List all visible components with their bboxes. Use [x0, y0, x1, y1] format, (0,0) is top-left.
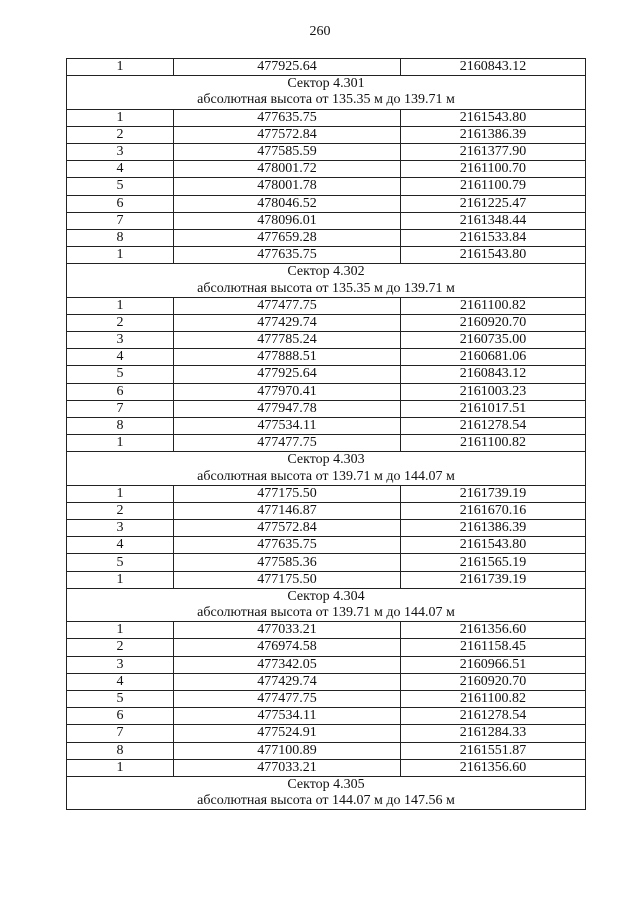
- x-coordinate-cell: 477524.91: [174, 725, 401, 742]
- x-coordinate-cell: 477659.28: [174, 229, 401, 246]
- sector-height-row: [67, 793, 586, 810]
- y-coordinate-cell: 2161386.39: [401, 126, 586, 143]
- sector-title: Сектор 4.304: [67, 588, 586, 605]
- coordinate-row: [67, 435, 586, 452]
- sector-title-row: [67, 776, 586, 793]
- point-number-cell: 6: [67, 195, 174, 212]
- x-coordinate-cell: 477534.11: [174, 417, 401, 434]
- y-coordinate-cell: 2161003.23: [401, 383, 586, 400]
- point-number-cell: 1: [67, 759, 174, 776]
- y-coordinate-cell: 2160735.00: [401, 332, 586, 349]
- sector-title-row: [67, 76, 586, 93]
- point-number-cell: 6: [67, 708, 174, 725]
- coordinate-row: [67, 314, 586, 331]
- x-coordinate-cell: 477585.59: [174, 143, 401, 160]
- coordinate-row: [67, 725, 586, 742]
- coordinates-table: [66, 58, 586, 810]
- point-number-cell: 5: [67, 690, 174, 707]
- y-coordinate-cell: 2161565.19: [401, 554, 586, 571]
- x-coordinate-cell: 477970.41: [174, 383, 401, 400]
- y-coordinate-cell: 2161356.60: [401, 759, 586, 776]
- coordinate-row: [67, 178, 586, 195]
- x-coordinate-cell: 477888.51: [174, 349, 401, 366]
- coordinate-row: [67, 212, 586, 229]
- sector-title: Сектор 4.301: [67, 76, 586, 93]
- point-number-cell: 1: [67, 247, 174, 264]
- sector-height: абсолютная высота от 144.07 м до 147.56 м: [67, 793, 586, 810]
- x-coordinate-cell: 478096.01: [174, 212, 401, 229]
- coordinate-row: [67, 332, 586, 349]
- point-number-cell: 1: [67, 59, 174, 76]
- point-number-cell: 3: [67, 520, 174, 537]
- y-coordinate-cell: 2161284.33: [401, 725, 586, 742]
- point-number-cell: 4: [67, 537, 174, 554]
- coordinate-row: [67, 229, 586, 246]
- point-number-cell: 3: [67, 143, 174, 160]
- coordinate-row: [67, 520, 586, 537]
- y-coordinate-cell: 2161225.47: [401, 195, 586, 212]
- y-coordinate-cell: 2161356.60: [401, 622, 586, 639]
- x-coordinate-cell: 477925.64: [174, 366, 401, 383]
- y-coordinate-cell: 2161739.19: [401, 485, 586, 502]
- y-coordinate-cell: 2161533.84: [401, 229, 586, 246]
- y-coordinate-cell: 2161100.82: [401, 690, 586, 707]
- point-number-cell: 8: [67, 229, 174, 246]
- x-coordinate-cell: 477572.84: [174, 126, 401, 143]
- point-number-cell: 7: [67, 725, 174, 742]
- x-coordinate-cell: 477175.50: [174, 571, 401, 588]
- coordinate-row: [67, 554, 586, 571]
- y-coordinate-cell: 2161278.54: [401, 708, 586, 725]
- page-number: 260: [309, 24, 331, 39]
- coordinate-row: [67, 639, 586, 656]
- x-coordinate-cell: 477175.50: [174, 485, 401, 502]
- point-number-cell: 8: [67, 742, 174, 759]
- sector-height-row: [67, 605, 586, 622]
- point-number-cell: 1: [67, 485, 174, 502]
- y-coordinate-cell: 2161543.80: [401, 537, 586, 554]
- coordinate-row: [67, 759, 586, 776]
- x-coordinate-cell: 477785.24: [174, 332, 401, 349]
- point-number-cell: 4: [67, 161, 174, 178]
- coordinate-row: [67, 349, 586, 366]
- point-number-cell: 3: [67, 656, 174, 673]
- coordinate-row: [67, 126, 586, 143]
- coordinate-row: [67, 400, 586, 417]
- x-coordinate-cell: 477477.75: [174, 297, 401, 314]
- coordinate-row: [67, 742, 586, 759]
- x-coordinate-cell: 478046.52: [174, 195, 401, 212]
- y-coordinate-cell: 2161386.39: [401, 520, 586, 537]
- y-coordinate-cell: 2161100.82: [401, 435, 586, 452]
- point-number-cell: 3: [67, 332, 174, 349]
- point-number-cell: 5: [67, 366, 174, 383]
- point-number-cell: 1: [67, 109, 174, 126]
- sector-height: абсолютная высота от 139.71 м до 144.07 м: [67, 605, 586, 622]
- y-coordinate-cell: 2160920.70: [401, 673, 586, 690]
- coordinate-row: [67, 143, 586, 160]
- sector-height: абсолютная высота от 139.71 м до 144.07 м: [67, 469, 586, 486]
- x-coordinate-cell: 477947.78: [174, 400, 401, 417]
- sector-height-row: [67, 280, 586, 297]
- sector-title-row: [67, 588, 586, 605]
- sector-title-row: [67, 264, 586, 281]
- coordinate-row: [67, 708, 586, 725]
- x-coordinate-cell: 477534.11: [174, 708, 401, 725]
- point-number-cell: 1: [67, 435, 174, 452]
- x-coordinate-cell: 477429.74: [174, 314, 401, 331]
- coordinate-row: [67, 571, 586, 588]
- point-number-cell: 4: [67, 673, 174, 690]
- sector-height-row: [67, 92, 586, 109]
- coordinate-row: [67, 622, 586, 639]
- point-number-cell: 7: [67, 212, 174, 229]
- y-coordinate-cell: 2161543.80: [401, 247, 586, 264]
- coordinate-row: [67, 109, 586, 126]
- x-coordinate-cell: 477429.74: [174, 673, 401, 690]
- x-coordinate-cell: 477033.21: [174, 759, 401, 776]
- y-coordinate-cell: 2160681.06: [401, 349, 586, 366]
- y-coordinate-cell: 2160920.70: [401, 314, 586, 331]
- point-number-cell: 1: [67, 571, 174, 588]
- coordinate-row: [67, 656, 586, 673]
- sector-title: Сектор 4.305: [67, 776, 586, 793]
- sector-title: Сектор 4.303: [67, 452, 586, 469]
- point-number-cell: 2: [67, 502, 174, 519]
- coordinate-row: [67, 690, 586, 707]
- coordinate-row: [67, 297, 586, 314]
- sector-title-row: [67, 452, 586, 469]
- x-coordinate-cell: 477477.75: [174, 435, 401, 452]
- y-coordinate-cell: 2161551.87: [401, 742, 586, 759]
- point-number-cell: 7: [67, 400, 174, 417]
- coordinate-row: [67, 417, 586, 434]
- x-coordinate-cell: 478001.72: [174, 161, 401, 178]
- x-coordinate-cell: 477635.75: [174, 247, 401, 264]
- y-coordinate-cell: 2160843.12: [401, 366, 586, 383]
- y-coordinate-cell: 2161017.51: [401, 400, 586, 417]
- point-number-cell: 2: [67, 639, 174, 656]
- coordinate-row: [67, 247, 586, 264]
- x-coordinate-cell: 477585.36: [174, 554, 401, 571]
- coordinate-row: [67, 383, 586, 400]
- y-coordinate-cell: 2160843.12: [401, 59, 586, 76]
- sector-title: Сектор 4.302: [67, 264, 586, 281]
- y-coordinate-cell: 2161739.19: [401, 571, 586, 588]
- x-coordinate-cell: 477146.87: [174, 502, 401, 519]
- coordinate-row: [67, 502, 586, 519]
- point-number-cell: 2: [67, 314, 174, 331]
- x-coordinate-cell: 477033.21: [174, 622, 401, 639]
- point-number-cell: 5: [67, 554, 174, 571]
- point-number-cell: 8: [67, 417, 174, 434]
- y-coordinate-cell: 2161278.54: [401, 417, 586, 434]
- y-coordinate-cell: 2161100.79: [401, 178, 586, 195]
- coordinate-row: [67, 59, 586, 76]
- x-coordinate-cell: 477925.64: [174, 59, 401, 76]
- x-coordinate-cell: 476974.58: [174, 639, 401, 656]
- coordinate-row: [67, 537, 586, 554]
- x-coordinate-cell: 477100.89: [174, 742, 401, 759]
- x-coordinate-cell: 477635.75: [174, 109, 401, 126]
- point-number-cell: 2: [67, 126, 174, 143]
- point-number-cell: 1: [67, 297, 174, 314]
- y-coordinate-cell: 2161348.44: [401, 212, 586, 229]
- x-coordinate-cell: 477477.75: [174, 690, 401, 707]
- y-coordinate-cell: 2160966.51: [401, 656, 586, 673]
- coordinate-row: [67, 195, 586, 212]
- y-coordinate-cell: 2161377.90: [401, 143, 586, 160]
- y-coordinate-cell: 2161100.70: [401, 161, 586, 178]
- point-number-cell: 4: [67, 349, 174, 366]
- y-coordinate-cell: 2161158.45: [401, 639, 586, 656]
- coordinate-row: [67, 485, 586, 502]
- y-coordinate-cell: 2161670.16: [401, 502, 586, 519]
- sector-height-row: [67, 469, 586, 486]
- sector-height: абсолютная высота от 135.35 м до 139.71 м: [67, 92, 586, 109]
- x-coordinate-cell: 477342.05: [174, 656, 401, 673]
- coordinate-row: [67, 673, 586, 690]
- coordinate-row: [67, 366, 586, 383]
- sector-height: абсолютная высота от 135.35 м до 139.71 м: [67, 280, 586, 297]
- x-coordinate-cell: 477572.84: [174, 520, 401, 537]
- y-coordinate-cell: 2161100.82: [401, 297, 586, 314]
- point-number-cell: 6: [67, 383, 174, 400]
- y-coordinate-cell: 2161543.80: [401, 109, 586, 126]
- point-number-cell: 5: [67, 178, 174, 195]
- coordinate-row: [67, 161, 586, 178]
- point-number-cell: 1: [67, 622, 174, 639]
- x-coordinate-cell: 478001.78: [174, 178, 401, 195]
- x-coordinate-cell: 477635.75: [174, 537, 401, 554]
